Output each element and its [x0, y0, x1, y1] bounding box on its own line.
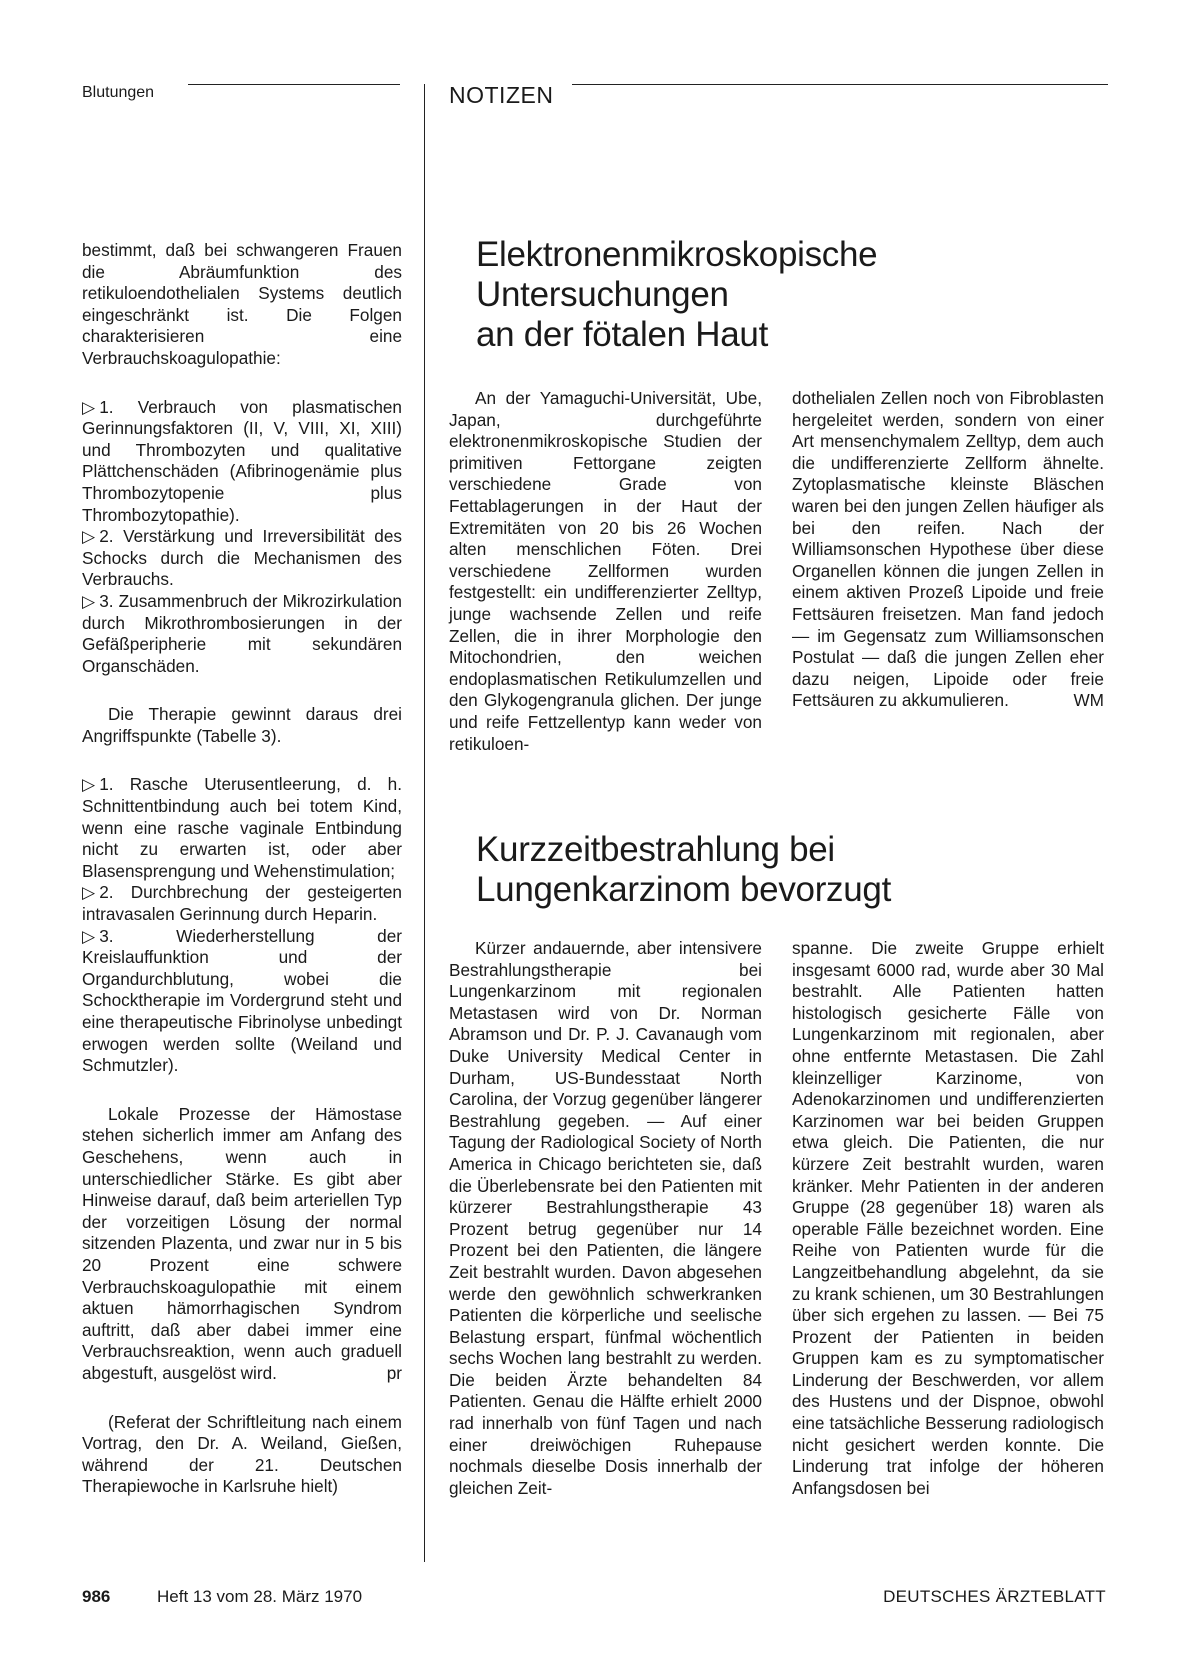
article-2-title: Kurzzeitbestrahlung bei Lungenkarzinom bevorzugt [476, 830, 892, 909]
author-initials: pr [386, 1362, 402, 1383]
left-paragraph-4: (Referat der Schriftleitung nach einem Vortrag, den Dr. A. Weiland, Gießen, während der 21. Deutschen Therapiewoche in Karlsruhe hielt) [82, 1411, 402, 1497]
left-column [82, 240, 402, 1498]
article-1-column-2: dothelialen Zellen noch von Fibroblasten hergeleitet werden, sondern von einer Art mensenchymalem Zelltyp, dem auch die undifferenzierte Zellform ähnelte. Zytoplasmatische kleinste Bläschen waren bei den jungen Zellen häufiger als bei den reifen. Nach der Williamsonschen Hypothese über diese Organellen können die jungen Zellen in einem aktiven Prozeß Lipoide und freie Fettsäuren freisetzen. Man fand jedoch — im Gegensatz zum Williamsonschen Postulat — daß die jungen Zellen eher dazu neigen, Lipoide oder freie Fettsäuren zu akkumulieren. WM [792, 388, 1104, 711]
header-rule-right [572, 84, 1108, 85]
triangle-icon: ▷ [82, 925, 96, 946]
triangle-icon: ▷ [82, 590, 96, 611]
triangle-icon: ▷ [82, 396, 96, 417]
left-paragraph-2: Die Therapie gewinnt daraus drei Angriffspunkte (Tabelle 3). [82, 704, 402, 746]
triangle-icon: ▷ [82, 882, 96, 903]
left-paragraph-3: Lokale Prozesse der Hämostase stehen sicherlich immer am Anfang des Geschehens, wenn auch in unterschiedlicher Stärke. Es gibt aber Hinweise darauf, daß beim arteriellen Typ der vorzeitigen Lösung der normal sitzenden Plazenta, und zwar nur in 5 bis 20 Prozent eine schwere Verbrauchskoagulopathie mit einem aktuen hämorrhagischen Syndrom auftritt, daß aber dabei immer eine Verbrauchsreaktion, wenn auch graduell abgestuft, ausgelöst wird. pr [82, 1103, 402, 1383]
running-header-section: Blutungen [82, 84, 155, 101]
author-initials: WM [1073, 690, 1104, 711]
journal-name: DEUTSCHES ÄRZTEBLATT [883, 1587, 1106, 1606]
issue-info: Heft 13 vom 28. März 1970 [157, 1587, 363, 1606]
triangle-icon: ▷ [82, 774, 96, 795]
therapy-item-2: ▷ 2. Durchbrechung der gesteigerten intravasalen Gerinnung durch Heparin. [82, 882, 402, 925]
therapy-item-1: ▷ 1. Rasche Uterusentleerung, d. h. Schnittentbindung auch bei totem Kind, wenn eine rasche vaginale Entbindung nicht zu erwarten ist, oder aber Blasensprengung und Wehenstimulation; [82, 774, 402, 881]
article-2-column-1: Kürzer andauernde, aber intensivere Bestrahlungstherapie bei Lungenkarzinom mit regionalen Metastasen wird von Dr. Norman Abramson und Dr. P. J. Cavanaugh vom Duke University Medical Center in Durham, US-Bundesstaat North Carolina, der Vorzug gegenüber längerer Bestrahlung gegeben. — Auf einer Tagung der Radiological Society of North America in Chicago berichteten sie, daß die Überlebensrate bei den Patienten mit kürzerer Bestrahlungstherapie 43 Prozent betrug gegenüber nur 14 Prozent bei den Patienten, die längere Zeit bestrahlt wurden. Davon abgesehen werde den gewöhnlich schwerkranken Patienten die körperliche und seelische Belastung erspart, fünfmal wöchentlich sechs Wochen lang bestrahlt zu werden. Die beiden Ärzte behandelten 84 Patienten. Genau die Hälfte erhielt 2000 rad innerhalb von fünf Tagen und nach einer dreiwöchigen Ruhepause nochmals dieselbe Dosis innerhalb der gleichen Zeit- [449, 938, 762, 1498]
article-2-column-2: spanne. Die zweite Gruppe erhielt insgesamt 6000 rad, wurde aber 30 Mal bestrahlt. Alle Patienten hatten histologisch gesicherte Fälle von Lungenkarzinom mit regionalen, aber ohne entfernte Metastasen. Die Zahl kleinzelliger Karzinome, von Adenokarzinomen und undifferenzierten Karzinomen war bei beiden Gruppen etwa gleich. Die Patienten, die nur kürzere Zeit bestrahlt wurden, waren kränker. Mehr Patienten in der anderen Gruppe (28 gegenüber 18) waren als operable Fälle bezeichnet worden. Eine Reihe von Patienten wurde für die Langzeitbehandlung abgelehnt, da sie zu krank schienen, um 30 Bestrahlungen über sich ergehen zu lassen. — Bei 75 Prozent der Patienten in beiden Gruppen kam es zu symptomatischer Linderung der Beschwerden, vor allem des Hustens und der Dispnoe, obwohl eine tatsächliche Besserung radiologisch nicht gesichert werden konnte. Die Linderung trat infolge der höheren Anfangsdosen bei [792, 938, 1104, 1498]
article-1-column-1: An der Yamaguchi-Universität, Ube, Japan, durchgeführte elektronenmikroskopische Studien der primitiven Fettorgane zeigten verschiedene Grade von Fettablagerungen in der Haut der Extremitäten von 20 bis 26 Wochen alten menschlichen Föten. Drei verschiedene Zellformen wurden festgestellt: ein undifferenzierter Zelltyp, junge wachsende Zellen und reife Zellen, die in ihrer Morphologie den Mitochondrien, den weichen endoplasmatischen Retikulumzellen und den Glykogengranula glichen. Der junge und reife Fettzellentyp kann weder von retikuloen- [449, 388, 762, 754]
page-number: 986 [82, 1587, 111, 1606]
list-item-3: ▷ 3. Zusammenbruch der Mikrozirkulation durch Mikrothrombosierungen in der Gefäßperipherie mit sekundären Organschäden. [82, 590, 402, 676]
triangle-icon: ▷ [82, 526, 96, 547]
header-rule-left [188, 84, 400, 85]
left-paragraph-1: bestimmt, daß bei schwangeren Frauen die Abräumfunktion des retikuloendothelialen Systems deutlich eingeschränkt ist. Die Folgen charakterisieren eine Verbrauchskoagulopathie: [82, 240, 402, 368]
column-divider [424, 84, 425, 1562]
running-header-notizen: NOTIZEN [449, 82, 554, 108]
therapy-item-3: ▷ 3. Wiederherstellung der Kreislauffunktion und der Organdurchblutung, wobei die Schocktherapie im Vordergrund steht und eine therapeutische Fibrinolyse unbedingt erwogen werden sollte (Weiland und Schmutzler). [82, 925, 402, 1076]
list-item-2: ▷ 2. Verstärkung und Irreversibilität des Schocks durch die Mechanismen des Verbrauchs. [82, 526, 402, 590]
article-1-title: Elektronenmikroskopische Untersuchungen an der fötalen Haut [476, 235, 878, 354]
list-item-1: ▷ 1. Verbrauch von plasmatischen Gerinnungsfaktoren (II, V, VIII, XI, XIII) und Thrombozyten und qualitative Plättchenschäden (Afibrinogenämie plus Thrombozytopenie plus Thrombozytopathie). [82, 396, 402, 525]
